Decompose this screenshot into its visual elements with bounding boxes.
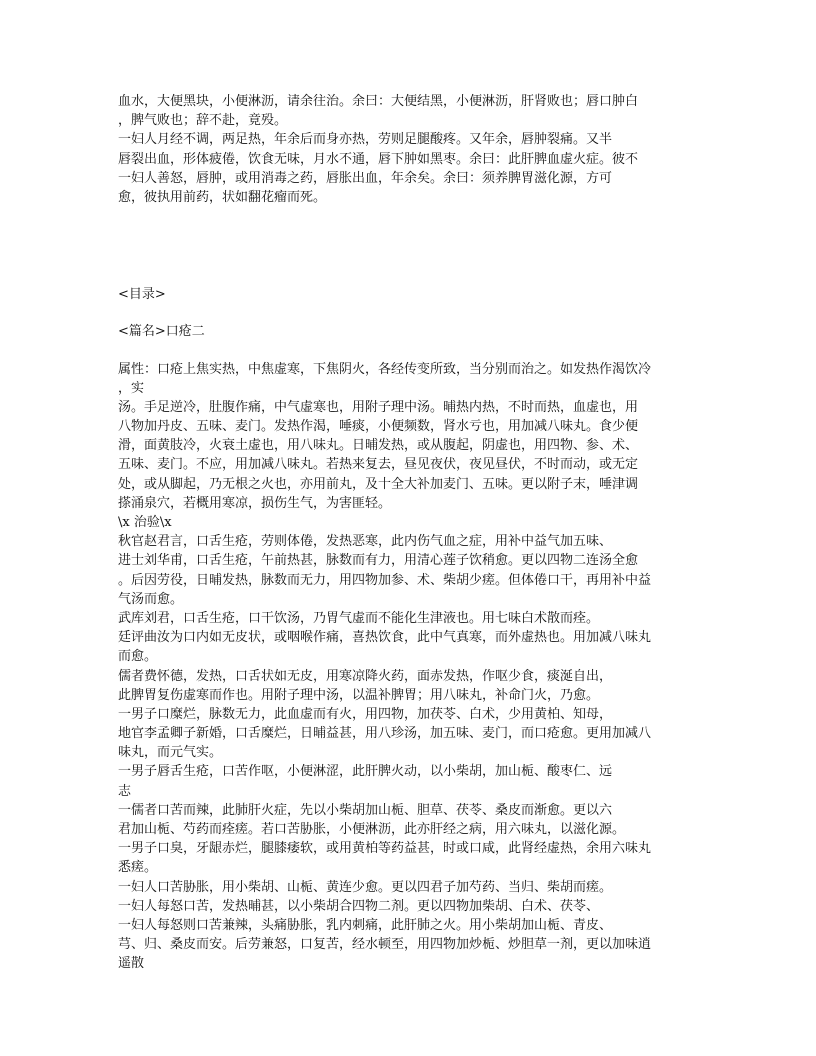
text-line: 芎、归、桑皮而安。后劳兼怒，口复苦，经水顿至，用四物加炒栀、炒胆草一剂，更以加味逍 <box>118 937 652 953</box>
text-line: 一儒者口苦而辣，此肺肝火症，先以小柴胡加山栀、胆草、茯苓、桑皮而渐愈。更以六 <box>118 802 613 818</box>
text-line: 儒者费怀德，发热，口舌状如无皮，用寒凉降火药，面赤发热，作呕少食，痰涎自出， <box>118 668 613 684</box>
text-line: 一妇人口苦胁胀，用小柴胡、山栀、黄连少愈。更以四君子加芍药、当归、柴胡而瘥。 <box>118 879 613 895</box>
text-line: 而愈。 <box>118 649 158 665</box>
spacer <box>118 207 708 285</box>
text-line: 廷评曲汝为口内如无皮状，或咽喉作痛，喜热饮食，此中气真寒，而外虚热也。用加减八味丸 <box>118 630 652 646</box>
text-line: 滑，面黄肢冷，火衰土虚也，用八味丸。日晡发热，或从腹起，阴虚也，用四物、参、术、 <box>118 438 639 454</box>
text-line: 志 <box>118 783 132 799</box>
text-block-previous-section <box>118 92 708 207</box>
text-line: 遥散 <box>118 956 145 972</box>
toc-link[interactable]: <目录> <box>118 287 166 303</box>
text-line: 血水，大便黑块，小便淋沥，请余往治。余曰：大便结黑，小便淋沥，肝肾败也；唇口肿白 <box>118 94 639 109</box>
text-line: 地官李孟卿子新婚，口舌糜烂，日晡益甚，用八珍汤，加五味、麦门，而口疮愈。更用加减八 <box>118 726 652 742</box>
spacer <box>118 304 708 322</box>
text-block-kouchuang <box>118 360 708 974</box>
text-line: 悉瘥。 <box>118 860 158 876</box>
text-line: 进士刘华甫，口舌生疮，午前热甚，脉数而有力，用清心莲子饮稍愈。更以四物二连汤全愈 <box>118 553 639 569</box>
text-line: 君加山栀、芍药而痊瘥。若口苦胁胀，小便淋沥，此亦肝经之病，用六味丸，以滋化源。 <box>118 822 626 837</box>
text-line: 一妇人善怒，唇肿，或用消毒之药，唇胀出血，年余矣。余曰：须养脾胃滋化源，方可 <box>118 170 613 186</box>
spacer <box>118 342 708 360</box>
text-line: 。后因劳役，日晡发热，脉数而无力，用四物加参、术、柴胡少瘥。但体倦口干，再用补中益 <box>118 572 652 588</box>
text-line: ，脾气败也；辞不赴，竟殁。 <box>118 113 288 129</box>
text-line: 气汤而愈。 <box>118 591 184 607</box>
document-page <box>118 92 708 974</box>
text-line: 武库刘君，口舌生疮，口干饮汤，乃胃气虚而不能化生津液也。用七味白术散而痊。 <box>118 610 600 626</box>
text-line: 唇裂出血，形体疲倦，饮食无味，月水不通，唇下肿如黑枣。余曰：此肝脾血虚火症。彼不 <box>118 151 639 167</box>
text-line: 秋官赵君言，口舌生疮，劳则体倦，发热恶寒，此内伤气血之症，用补中益气加五味、 <box>118 534 613 550</box>
text-line: 一妇人每怒则口苦兼辣，头痛胁胀，乳内刺痛，此肝肺之火。用小柴胡加山栀、青皮、 <box>118 917 613 933</box>
text-line: 一男子口糜烂，脉数无力，此血虚而有火，用四物，加茯苓、白术，少用黄柏、知母， <box>118 706 613 722</box>
text-line: 一男子唇舌生疮，口苦作呕，小便淋涩，此肝脾火动，以小柴胡，加山栀、酸枣仁、远 <box>118 764 613 780</box>
text-line: \x 治验\x <box>118 515 172 530</box>
text-line: ，实 <box>118 380 145 396</box>
text-line: 一妇人月经不调，两足热，年余后而身亦热，劳则足腿酸疼。又年余，唇肿裂痛。又半 <box>118 132 613 148</box>
text-line: 一男子口臭，牙龈赤烂，腿膝痿软，或用黄柏等药益甚，时或口咸，此肾经虚热，余用六味丸 <box>118 841 652 857</box>
text-line: 处，或从脚起，乃无根之火也，亦用前丸，及十全大补加麦门、五味。更以附子末，唾津调 <box>118 476 639 492</box>
text-line: 一妇人每怒口苦，发热晡甚，以小柴胡合四物二剂。更以四物加柴胡、白术、茯苓、 <box>118 898 600 914</box>
text-line: 汤。手足逆冷，肚腹作痛，中气虚寒也，用附子理中汤。晡热内热，不时而热，血虚也，用 <box>118 399 639 415</box>
text-line: 愈，彼执用前药，状如翻花瘤而死。 <box>118 189 327 205</box>
text-line: 此脾胃复伤虚寒而作也。用附子理中汤，以温补脾胃；用八味丸，补命门火，乃愈。 <box>118 687 600 703</box>
text-line: 五味、麦门。不应，用加减八味丸。若热来复去，昼见夜伏，夜见昼伏，不时而动，或无定 <box>118 457 639 473</box>
section-title: <篇名>口疮二 <box>118 324 205 340</box>
text-line: 搽涌泉穴，若概用寒凉，损伤生气，为害匪轻。 <box>118 495 392 511</box>
text-line: 八物加丹皮、五味、麦门。发热作渴，唾痰，小便频数，肾水亏也，用加减八味丸。食少便 <box>118 419 639 435</box>
text-line: 味丸，而元气实。 <box>118 745 223 761</box>
text-line: 属性：口疮上焦实热，中焦虚寒，下焦阴火，各经传变所致，当分别而治之。如发热作渴饮冷 <box>118 361 652 377</box>
